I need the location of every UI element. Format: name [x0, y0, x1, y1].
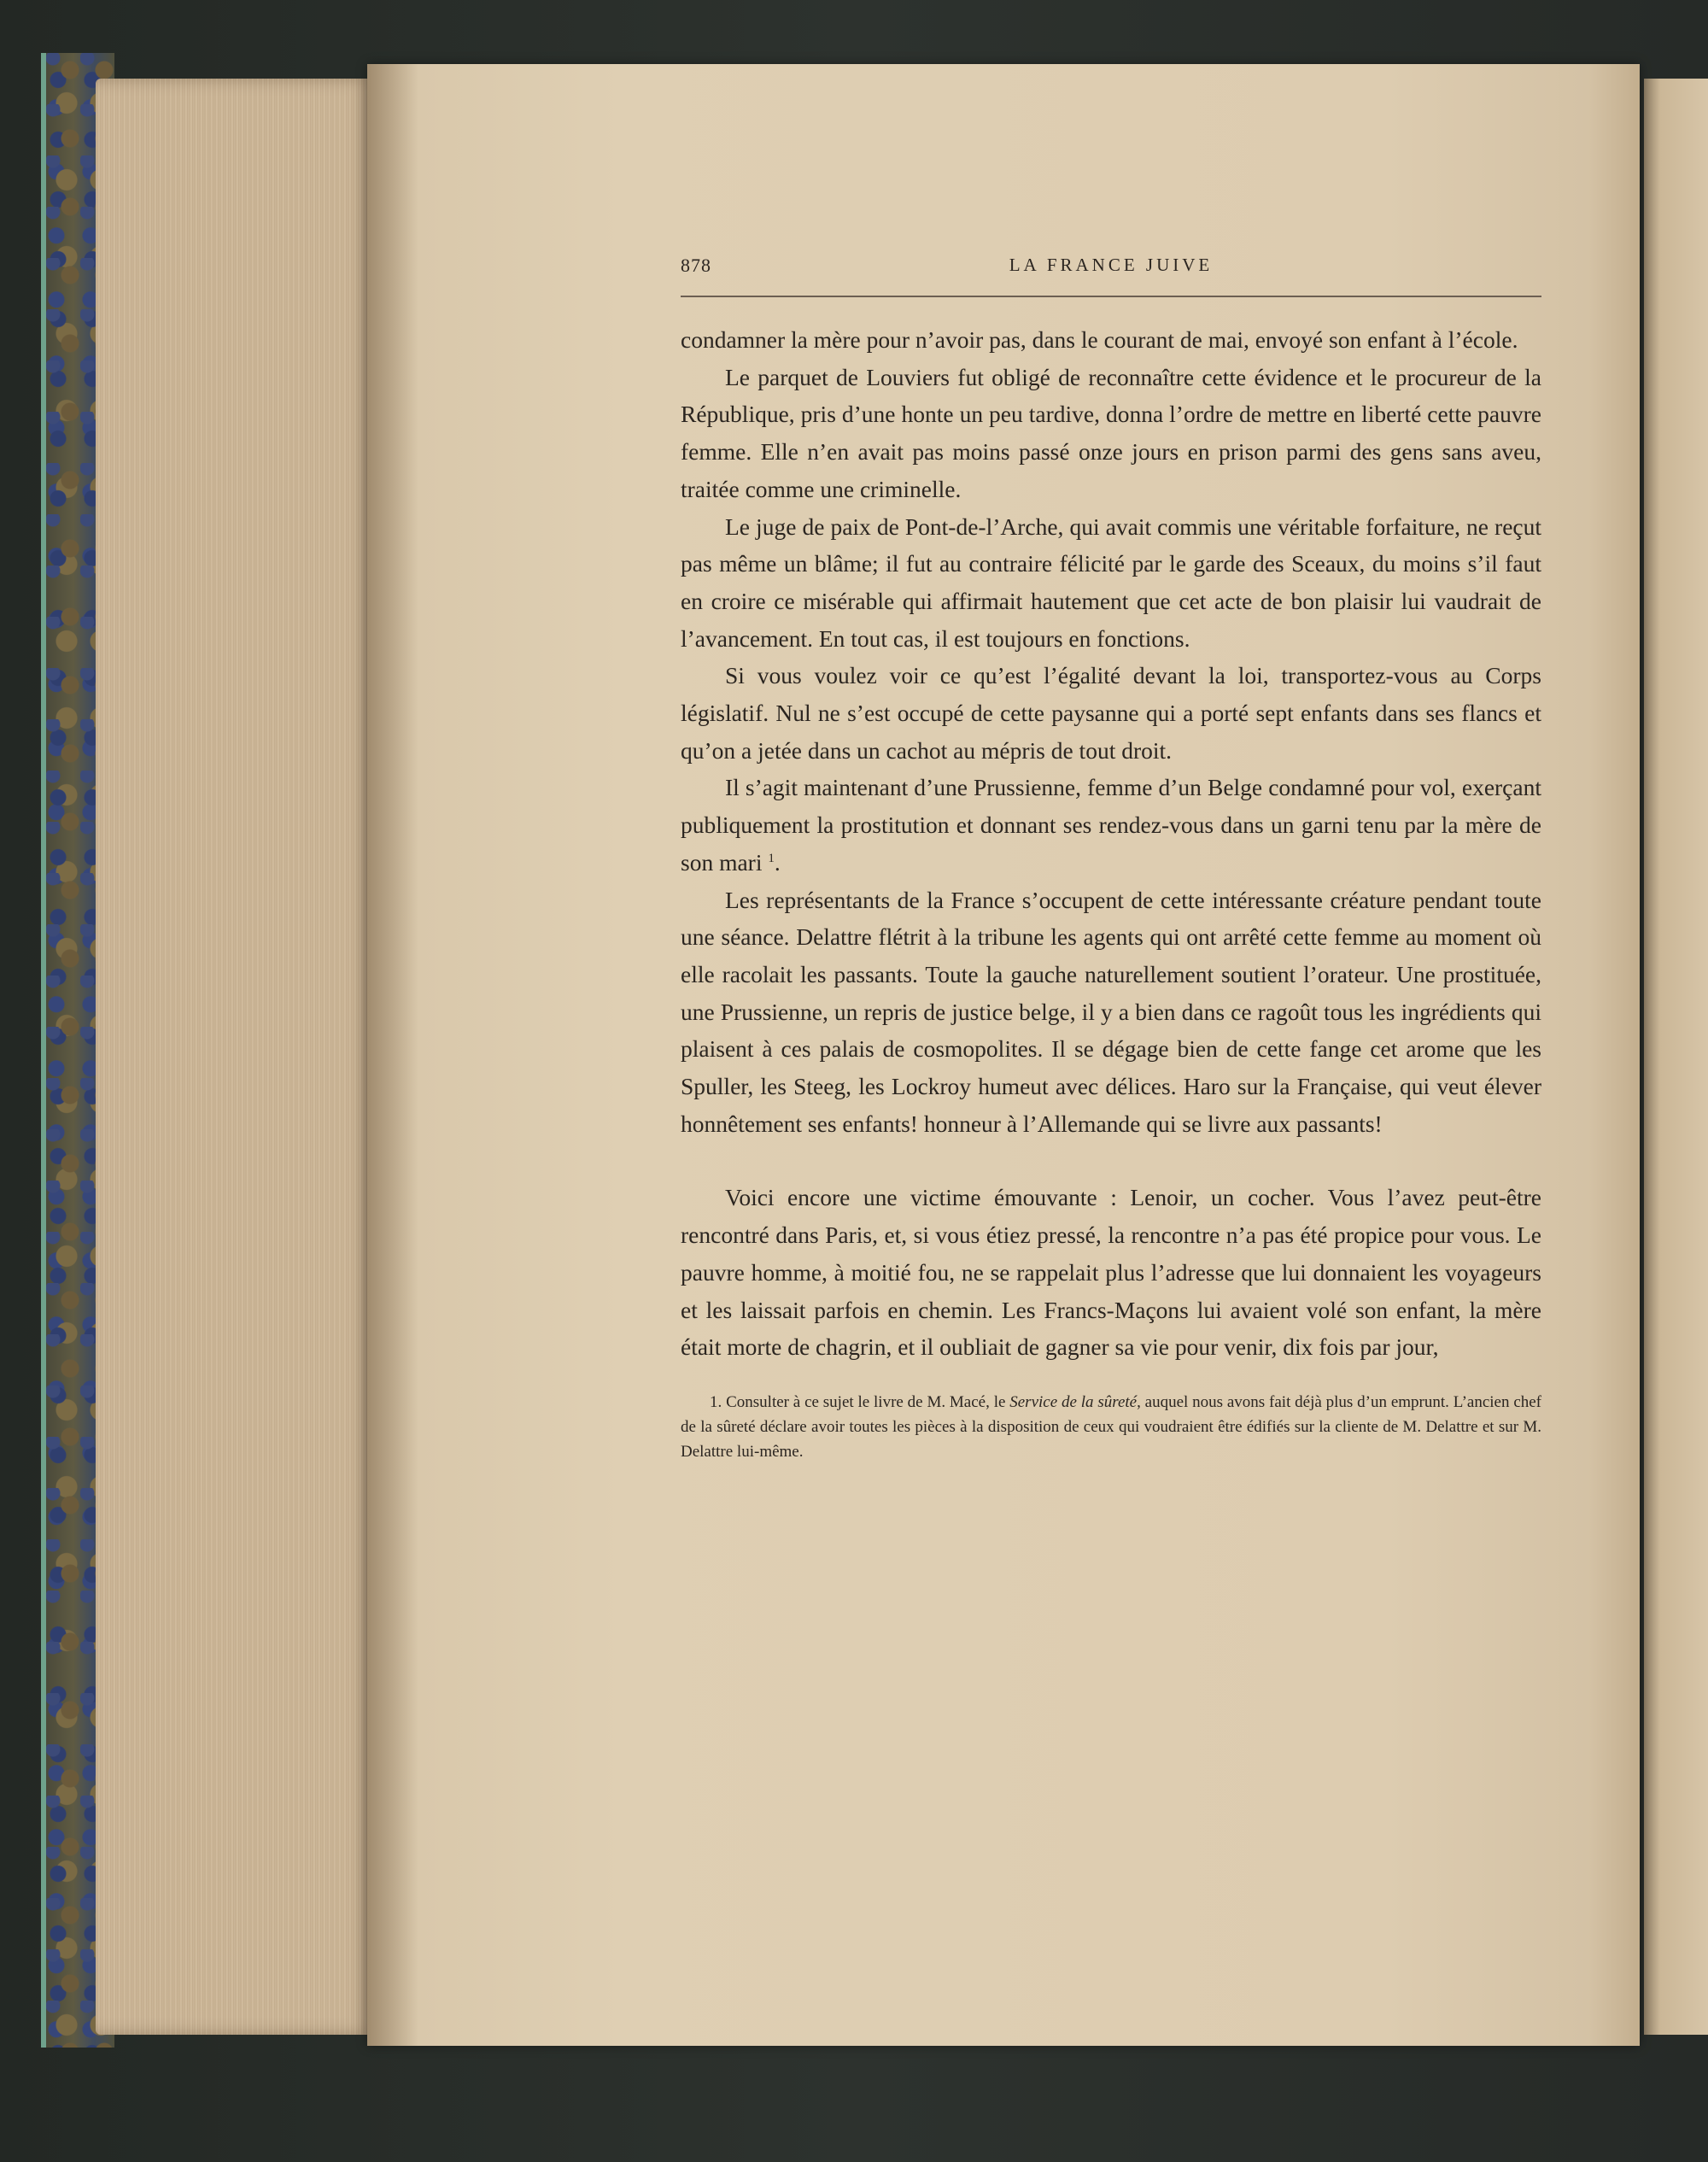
paragraph-5-text: Il s’agit maintenant d’une Prussienne, femme d’un Belge condamné pour vol, exerçant publiquement la prostitution et donnant ses rendez-vous dans un garni tenu par la mère de son mari	[681, 774, 1541, 876]
page-number: 878	[681, 255, 711, 276]
facing-page-edge	[1644, 79, 1708, 2035]
paragraph-7: Voici encore une victime émouvante : Lenoir, un cocher. Vous l’avez peut-être rencontré dans Paris, et, si vous étiez pressé, la rencontre n’a pas été propice pour vous. Le pauvre homme, à moitié fou, ne se rappelait plus l’adresse que lui donnaient les voyageurs et les laissait parfois en chemin. Les Francs-Maçons lui avaient volé son enfant, la mère était morte de chagrin, et il oubliait de gagner sa vie pour venir, dix fois par jour,	[681, 1184, 1541, 1361]
paragraph-5-end: .	[774, 848, 781, 876]
footnote-text-before: Consulter à ce sujet le livre de M. Macé, le	[726, 1392, 1006, 1411]
footnote-text	[681, 1390, 1541, 1464]
running-title: LA FRANCE JUIVE	[1009, 255, 1214, 275]
paragraph-2: Le parquet de Louviers fut obligé de reconnaître cette évidence et le procureur de la République, pris d’une honte un peu tardive, donna l’ordre de mettre en liberté cette pauvre femme. Elle n’en avait pas moins passé onze jours en prison parmi des gens sans aveu, traitée comme une criminelle.	[681, 363, 1541, 502]
footnote	[681, 1390, 1541, 1464]
book-page	[367, 64, 1640, 2046]
footnote-book-title: Service de la sûreté	[1009, 1392, 1138, 1411]
paragraph-5	[681, 769, 1541, 881]
body-text	[681, 321, 1541, 1366]
footnote-reference: 1	[768, 851, 775, 865]
footnote-number: 1.	[710, 1392, 722, 1411]
paragraph-6: Les représentants de la France s’occupent de cette intéressante créature pendant toute une séance. Delattre flétrit à la tribune les agents qui ont arrêté cette femme au moment où elle racolait les passants. Toute la gauche naturellement soutient l’orateur. Une prostituée, une Prussienne, un repris de justice belge, il y a bien dans ce ragoût tous les ingrédients qui plaisent à ces palais de cosmopolites. Il se dégage bien de cette fange cet arome que les Spuller, les Steeg, les Lockroy humeut avec délices. Haro sur la Française, qui veut élever honnêtement ses enfants! honneur à l’Allemande qui se livre aux passants!	[681, 886, 1541, 1137]
paragraph-3: Le juge de paix de Pont-de-l’Arche, qui avait commis une véritable forfaiture, ne reçut pas même un blâme; il fut au contraire félicité par le garde des Sceaux, du moins s’il faut en croire ce misérable qui affirmait hautement que cet acte de bon plaisir lui vaudrait de l’avancement. En tout cas, il est toujours en fonctions.	[681, 513, 1541, 652]
text-block	[681, 248, 1541, 1464]
page-edges	[96, 79, 373, 2035]
paragraph-4: Si vous voulez voir ce qu’est l’égalité devant la loi, transportez-vous au Corps législatif. Nul ne s’est occupé de cette paysanne qui a porté sept enfants dans ses flancs et qu’on a jetée dans un cachot au mépris de tout droit.	[681, 662, 1541, 764]
footnote-text-after: , auquel nous avons fait déjà plus d’un emprunt. L’ancien chef de la sûreté déclare avoir toutes les pièces à la disposition de ceux qui voudraient être édifiés sur la cliente de M. Delattre et sur M. Delattre lui-même.	[681, 1392, 1542, 1461]
gutter-shadow	[367, 64, 418, 2046]
paragraph-1: condamner la mère pour n’avoir pas, dans le courant de mai, envoyé son enfant à l’école.	[681, 326, 1518, 353]
running-head	[681, 248, 1541, 297]
